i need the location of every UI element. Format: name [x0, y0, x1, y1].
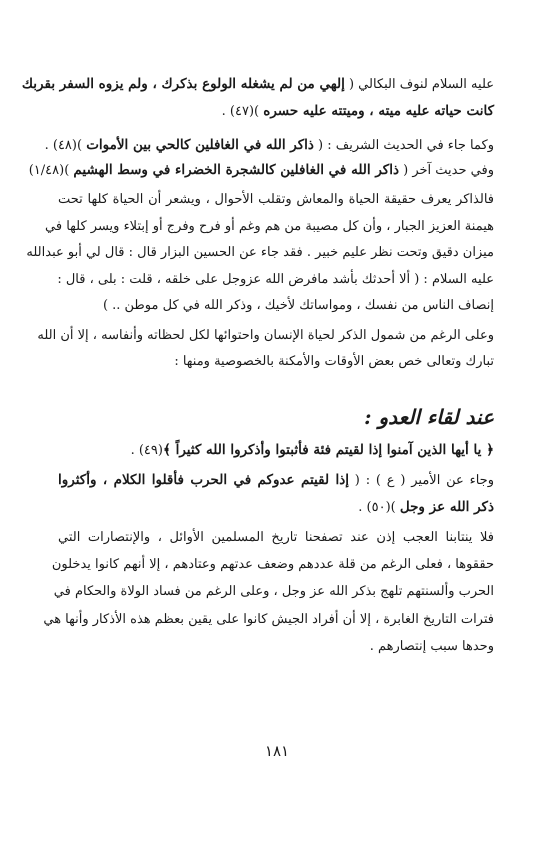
line-segment: )(٤٨) . — [44, 138, 87, 153]
page-number: ١٨١ — [264, 742, 290, 760]
line-segment: هيمنة العزيز الجبار ، وأن كل مصيبة من هم وغم أو فرح وفرج أو إبتلاء ويسر كلها في — [45, 219, 494, 234]
line-segment: إنصاف الناس من نفسك ، ومواساتك لأخيك ، وذكر الله في كل موطن .. ) — [102, 298, 494, 313]
text-line-18 — [43, 610, 494, 630]
text-line-15 — [58, 528, 494, 548]
line-segment: )(٥٠) . — [358, 500, 400, 515]
line-segment: إذا لقيتم عدوكم في الحرب فأقلوا الكلام ، وأكثروا — [58, 472, 349, 488]
line-segment: وجاء عن الأمير ( ع ) : ( — [348, 473, 494, 488]
line-segment: عليه السلام : ( ألا أحدثك بأشد مافرض الله عزوجل على خلقه ، قلت : بلى ، قال : — [57, 272, 494, 287]
text-line-6 — [45, 217, 494, 237]
line-segment: وكما جاء في الحديث الشريف : ( — [313, 138, 494, 153]
line-segment: ﴿ يا أيها الذين آمنوا إذا لقيتم فئة فأثبتوا وأذكروا الله كثيراً ﴾ — [162, 442, 494, 458]
text-line-10 — [37, 326, 494, 346]
text-line-4 — [28, 160, 494, 181]
line-segment: ذاكر الله في الغافلين كالحي بين الأموات — [86, 137, 314, 153]
text-line-9 — [58, 296, 494, 316]
line-segment: ذاكر الله في الغافلين كالشجرة الخضراء في وسط الهشيم — [73, 162, 399, 178]
line-segment: )(١/٤٨) — [28, 163, 74, 178]
text-line-13 — [58, 470, 494, 491]
text-line-3 — [44, 135, 494, 156]
section-heading: عند لقاء العدو : — [364, 405, 494, 429]
text-line-14 — [58, 497, 494, 518]
line-segment: ميزان دقيق وتحت نظر عليم خبير . فقد جاء عن الحسين البزار قال : قال لي أبو عبدالله — [26, 245, 494, 260]
line-segment: وعلى الرغم من شمول الذكر لحياة الإنسان واحتوائها لكل لحظاته وأنفاسه ، إلا أن الله — [37, 328, 494, 343]
text-line-11 — [58, 352, 494, 372]
line-segment: (٤٩) . — [130, 443, 163, 458]
line-segment: حققوها ، فعلى الرغم من قلة عددهم وضعف عدتهم وعتادهم ، إلا أنهم كانوا يدخلون — [51, 557, 494, 572]
line-segment: وحدها سبب إنتصارهم . — [369, 639, 494, 654]
text-line-2 — [58, 101, 494, 122]
text-line-8 — [58, 270, 494, 290]
text-line-1 — [21, 74, 494, 95]
line-segment: فترات التاريخ الغابرة ، إلا أن أفراد الجيش كانوا على يقين بعظم هذه الأذكار وأنها هي — [43, 612, 494, 627]
text-line-5 — [58, 190, 494, 210]
line-segment: وفي حديث آخر ( — [399, 163, 494, 178]
text-line-7 — [26, 243, 494, 263]
line-segment: فالذاكر يعرف حقيقة الحياة والمعاش وتقلب الأحوال ، ويشعر أن الحياة كلها تحت — [58, 192, 494, 207]
line-segment: عليه السلام لنوف البكالي ( — [344, 77, 494, 92]
text-line-19 — [58, 637, 494, 657]
line-segment: ذكر الله عز وجل — [399, 499, 494, 515]
line-segment: )(٤٧) . — [221, 104, 264, 119]
line-segment: تبارك وتعالى خص بعض الأوقات والأمكنة بالخصوصية ومنها : — [174, 354, 494, 369]
text-line-12 — [58, 440, 494, 461]
line-segment: الحرب وألسنتهم تلهج بذكر الله عز وجل ، وعلى الرغم من فساد الولاة والحكام في — [53, 584, 494, 599]
text-line-16 — [51, 555, 494, 575]
line-segment: إلهي من لم يشغله الولوع بذكرك ، ولم يزوه السفر بقربك — [21, 76, 345, 92]
line-segment: كانت حياته عليه ميته ، وميتته عليه حسره — [263, 103, 494, 119]
line-segment: فلا ينتابنا العجب إذن عند تصفحنا تاريخ المسلمين الأوائل ، والإنتصارات التي — [58, 530, 494, 545]
text-line-17 — [53, 582, 494, 602]
